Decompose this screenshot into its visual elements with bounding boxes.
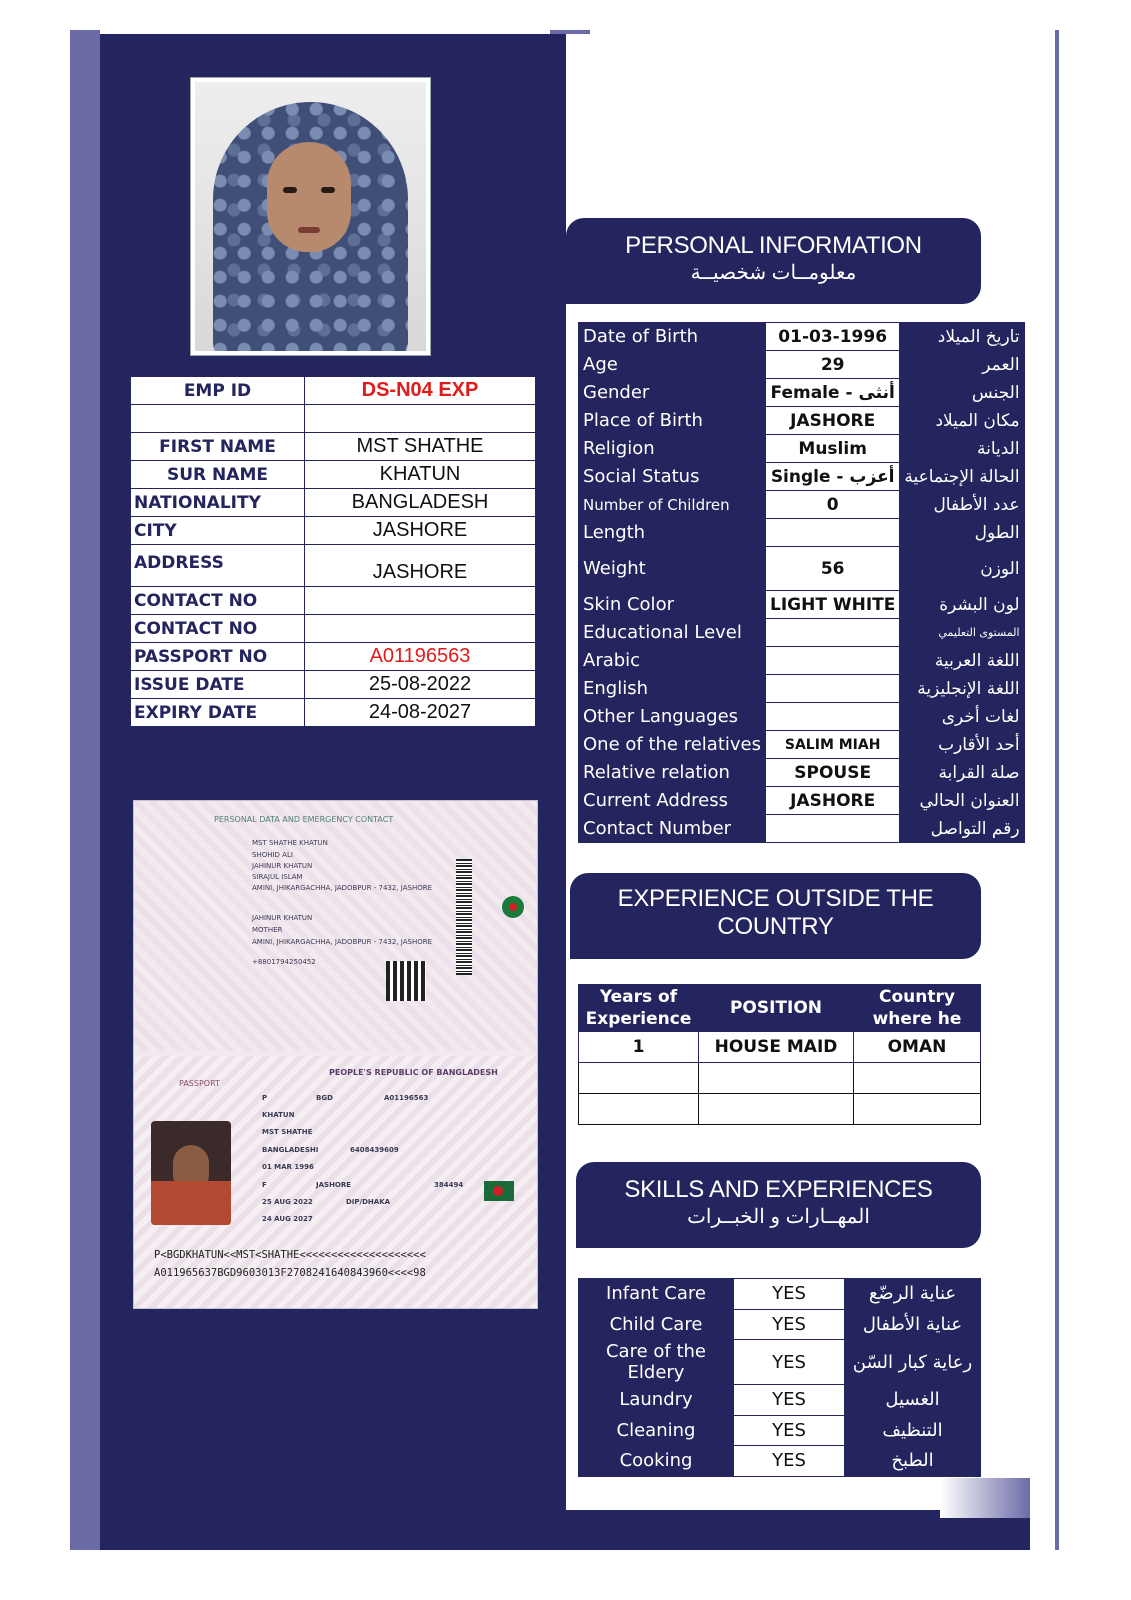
passport-father: SHOHID ALI	[252, 851, 293, 859]
table-row	[579, 619, 1025, 647]
table-row	[131, 377, 536, 405]
skill-value: YES	[734, 1446, 845, 1477]
field-label-ar: الطول	[900, 519, 1024, 547]
passport-prev-no: 384494	[434, 1181, 464, 1189]
field-label: Place of Birth	[579, 407, 766, 435]
table-row	[579, 1309, 981, 1340]
skill-value: YES	[734, 1385, 845, 1416]
table-row	[131, 671, 536, 699]
contact-value	[305, 615, 536, 643]
table-row	[579, 1032, 981, 1063]
field-label: Weight	[579, 547, 766, 591]
passport-scan	[133, 800, 538, 1309]
nationality-value: BANGLADESH	[305, 489, 536, 517]
field-label: Date of Birth	[579, 323, 766, 351]
field-value	[765, 815, 899, 843]
passport-emergency-name: JAHINUR KHATUN	[252, 914, 313, 922]
field-label-ar: أحد الأقارب	[900, 731, 1024, 759]
field-label: Other Languages	[579, 703, 766, 731]
table-row	[131, 615, 536, 643]
personal-info-title: PERSONAL INFORMATION	[625, 232, 922, 259]
passport-label: PASSPORT NO	[131, 643, 305, 671]
empty-cell	[579, 1094, 699, 1125]
field-value	[765, 619, 899, 647]
field-label: Arabic	[579, 647, 766, 675]
contact-value	[305, 587, 536, 615]
experience-country: OMAN	[854, 1032, 981, 1063]
barcode-icon	[456, 859, 472, 975]
skills-table	[578, 1278, 981, 1477]
field-label: Relative relation	[579, 759, 766, 787]
passport-telephone: +8801794250452	[252, 958, 316, 966]
contact-label: CONTACT NO	[131, 587, 305, 615]
table-row	[579, 491, 1025, 519]
table-row	[579, 1446, 981, 1477]
field-value	[765, 703, 899, 731]
table-row	[131, 545, 536, 587]
address-value: JASHORE	[305, 545, 536, 587]
contact-label: CONTACT NO	[131, 615, 305, 643]
skills-title: SKILLS AND EXPERIENCES	[624, 1176, 933, 1203]
skill-label: Child Care	[579, 1309, 734, 1340]
table-row	[131, 461, 536, 489]
field-label: Skin Color	[579, 591, 766, 619]
skill-label-ar: عناية الأطفال	[845, 1309, 981, 1340]
field-label-ar: المستوى التعليمي	[900, 619, 1024, 647]
qr-code-icon	[386, 961, 426, 1001]
personal-info-title-ar: معلومــات شخصيــة	[690, 262, 857, 284]
passport-issue: 25 AUG 2022	[262, 1198, 313, 1206]
field-value	[765, 675, 899, 703]
empty-cell	[854, 1094, 981, 1125]
passport-mrz-line2: A011965637BGD9603013F2708241640843960<<<<98	[154, 1267, 426, 1279]
skills-banner	[576, 1162, 981, 1248]
table-row	[131, 517, 536, 545]
eye-shape	[321, 187, 335, 193]
field-label-ar: الحالة الإجتماعية	[900, 463, 1024, 491]
table-row	[579, 675, 1025, 703]
skills-title-ar: المهــارات و الخبــرات	[687, 1206, 870, 1228]
issue-date-value: 25-08-2022	[305, 671, 536, 699]
empty-cell	[854, 1063, 981, 1094]
table-row	[579, 547, 1025, 591]
table-row	[131, 699, 536, 727]
field-value: SALIM MIAH	[765, 731, 899, 759]
field-label: Number of Children	[579, 491, 766, 519]
first-name-value: MST SHATHE	[305, 433, 536, 461]
passport-relationship: MOTHER	[252, 926, 283, 934]
city-value: JASHORE	[305, 517, 536, 545]
first-name-label: FIRST NAME	[131, 433, 305, 461]
table-row	[579, 787, 1025, 815]
field-value: Single - أعزب	[765, 463, 899, 491]
right-accent-line	[1055, 30, 1059, 1550]
eye-shape	[283, 187, 297, 193]
passport-spouse: SIRAJUL ISLAM	[252, 873, 303, 881]
table-row	[579, 379, 1025, 407]
passport-authority: DIP/DHAKA	[346, 1198, 391, 1206]
table-header-row	[579, 985, 981, 1032]
passport-expiry: 24 AUG 2027	[262, 1215, 313, 1223]
top-accent-line	[550, 30, 590, 34]
table-row	[579, 1415, 981, 1446]
experience-years: 1	[579, 1032, 699, 1063]
field-label-ar: لغات أخرى	[900, 703, 1024, 731]
passport-nationality: BANGLADESHI	[262, 1146, 319, 1154]
field-value: SPOUSE	[765, 759, 899, 787]
experience-title-line1: EXPERIENCE OUTSIDE THE	[617, 885, 934, 912]
field-label-ar: لون البشرة	[900, 591, 1024, 619]
experience-title-line2: COUNTRY	[717, 913, 834, 940]
field-label: Gender	[579, 379, 766, 407]
skill-label: Infant Care	[579, 1279, 734, 1310]
table-row	[579, 759, 1025, 787]
field-label: Current Address	[579, 787, 766, 815]
skill-label-ar: التنظيف	[845, 1415, 981, 1446]
passport-emergency-address: AMINI, JHIKARGACHHA, JADOBPUR - 7432, JASHORE	[252, 938, 433, 946]
table-row	[579, 1340, 981, 1385]
skill-value: YES	[734, 1309, 845, 1340]
field-label-ar: الجنس	[900, 379, 1024, 407]
table-row	[131, 489, 536, 517]
passport-page-top	[134, 801, 537, 1051]
table-row	[579, 1094, 981, 1125]
table-row	[131, 433, 536, 461]
passport-word: PASSPORT	[179, 1079, 220, 1088]
bottom-band	[100, 1510, 1030, 1550]
passport-mrz-line1: P<BGDKHATUN<<MST<SHATHE<<<<<<<<<<<<<<<<<<<<	[154, 1249, 426, 1261]
field-value: Muslim	[765, 435, 899, 463]
passport-sex: F	[262, 1181, 267, 1189]
skill-value: YES	[734, 1340, 845, 1385]
field-label-ar: عدد الأطفال	[900, 491, 1024, 519]
personal-info-table	[578, 322, 1025, 843]
field-label-ar: الديانة	[900, 435, 1024, 463]
emp-id-value: DS-N04 EXP	[305, 377, 536, 405]
field-value: Female - أنثى	[765, 379, 899, 407]
empty-cell	[699, 1094, 854, 1125]
skill-value: YES	[734, 1279, 845, 1310]
expiry-date-value: 24-08-2027	[305, 699, 536, 727]
table-row	[579, 323, 1025, 351]
skill-label: Laundry	[579, 1385, 734, 1416]
passport-permanent-address: AMINI, JHIKARGACHHA, JADOBPUR - 7432, JASHORE	[252, 884, 433, 892]
field-label-ar: اللغة الإنجليزية	[900, 675, 1024, 703]
passport-photo	[151, 1121, 231, 1225]
empty-cell	[699, 1063, 854, 1094]
skill-label-ar: رعاية كبار السّن	[845, 1340, 981, 1385]
flag-icon	[484, 1181, 514, 1201]
field-value: JASHORE	[765, 407, 899, 435]
passport-section-header: PERSONAL DATA AND EMERGENCY CONTACT	[214, 815, 394, 824]
city-label: CITY	[131, 517, 305, 545]
passport-given-name: MST SHATHE	[262, 1128, 313, 1136]
field-label-ar: العمر	[900, 351, 1024, 379]
passport-dob: 01 MAR 1996	[262, 1163, 314, 1171]
expiry-date-label: EXPIRY DATE	[131, 699, 305, 727]
skill-label: Cleaning	[579, 1415, 734, 1446]
table-row	[579, 1063, 981, 1094]
col-position: POSITION	[699, 985, 854, 1032]
bottom-shade	[940, 1478, 1030, 1518]
passport-personal-no: 6408439609	[350, 1146, 399, 1154]
passport-mother: JAHINUR KHATUN	[252, 862, 313, 870]
experience-position: HOUSE MAID	[699, 1032, 854, 1063]
passport-type: P	[262, 1094, 268, 1102]
skill-label-ar: الطبخ	[845, 1446, 981, 1477]
sur-name-label: SUR NAME	[131, 461, 305, 489]
employee-info-table	[130, 376, 536, 727]
field-value: LIGHT WHITE	[765, 591, 899, 619]
passport-number: A01196563	[384, 1094, 429, 1102]
skill-value: YES	[734, 1415, 845, 1446]
table-row	[131, 643, 536, 671]
table-row	[579, 351, 1025, 379]
empty-cell	[305, 405, 536, 433]
skill-label-ar: الغسيل	[845, 1385, 981, 1416]
table-row	[579, 647, 1025, 675]
field-label: Length	[579, 519, 766, 547]
face-shape	[267, 142, 351, 252]
table-row	[579, 731, 1025, 759]
field-value: 0	[765, 491, 899, 519]
passport-country-code: BGD	[316, 1094, 333, 1102]
table-row	[579, 1385, 981, 1416]
skill-label-ar: عناية الرضّع	[845, 1279, 981, 1310]
passport-place-of-birth: JASHORE	[316, 1181, 352, 1189]
sur-name-value: KHATUN	[305, 461, 536, 489]
field-label: English	[579, 675, 766, 703]
col-years: Years of Experience	[579, 985, 699, 1032]
emblem-icon	[502, 896, 524, 918]
field-value	[765, 647, 899, 675]
empty-cell	[579, 1063, 699, 1094]
field-label: Social Status	[579, 463, 766, 491]
field-label-ar: العنوان الحالي	[900, 787, 1024, 815]
field-label: One of the relatives	[579, 731, 766, 759]
empty-cell	[131, 405, 305, 433]
passport-value: A01196563	[305, 643, 536, 671]
field-value: 56	[765, 547, 899, 591]
table-row	[131, 405, 536, 433]
table-row	[579, 591, 1025, 619]
field-label-ar: مكان الميلاد	[900, 407, 1024, 435]
table-row	[579, 463, 1025, 491]
experience-table	[578, 984, 981, 1125]
address-label: ADDRESS	[131, 545, 305, 587]
table-row	[579, 1279, 981, 1310]
field-value: JASHORE	[765, 787, 899, 815]
skill-label: Care of the Eldery	[579, 1340, 734, 1385]
passport-surname: KHATUN	[262, 1111, 295, 1119]
field-label: Age	[579, 351, 766, 379]
issue-date-label: ISSUE DATE	[131, 671, 305, 699]
table-row	[579, 519, 1025, 547]
field-label-ar: صلة القرابة	[900, 759, 1024, 787]
experience-banner	[570, 873, 981, 959]
field-label: Religion	[579, 435, 766, 463]
left-accent-bar	[70, 30, 100, 1550]
table-row	[579, 703, 1025, 731]
col-country: Country where he	[854, 985, 981, 1032]
field-value: 01-03-1996	[765, 323, 899, 351]
table-row	[579, 815, 1025, 843]
field-label-ar: الوزن	[900, 547, 1024, 591]
field-label-ar: اللغة العربية	[900, 647, 1024, 675]
passport-republic: PEOPLE'S REPUBLIC OF BANGLADESH	[329, 1068, 498, 1077]
nationality-label: NATIONALITY	[131, 489, 305, 517]
field-value: 29	[765, 351, 899, 379]
skill-label: Cooking	[579, 1446, 734, 1477]
field-label-ar: تاريخ الميلاد	[900, 323, 1024, 351]
field-label: Educational Level	[579, 619, 766, 647]
table-row	[579, 407, 1025, 435]
passport-name: MST SHATHE KHATUN	[252, 839, 328, 847]
profile-photo	[195, 82, 426, 351]
emp-id-label: EMP ID	[131, 377, 305, 405]
field-label: Contact Number	[579, 815, 766, 843]
field-value	[765, 519, 899, 547]
table-row	[579, 435, 1025, 463]
profile-photo-frame	[190, 77, 431, 356]
mouth-shape	[298, 227, 320, 233]
personal-info-banner	[566, 218, 981, 304]
table-row	[131, 587, 536, 615]
field-label-ar: رقم التواصل	[900, 815, 1024, 843]
